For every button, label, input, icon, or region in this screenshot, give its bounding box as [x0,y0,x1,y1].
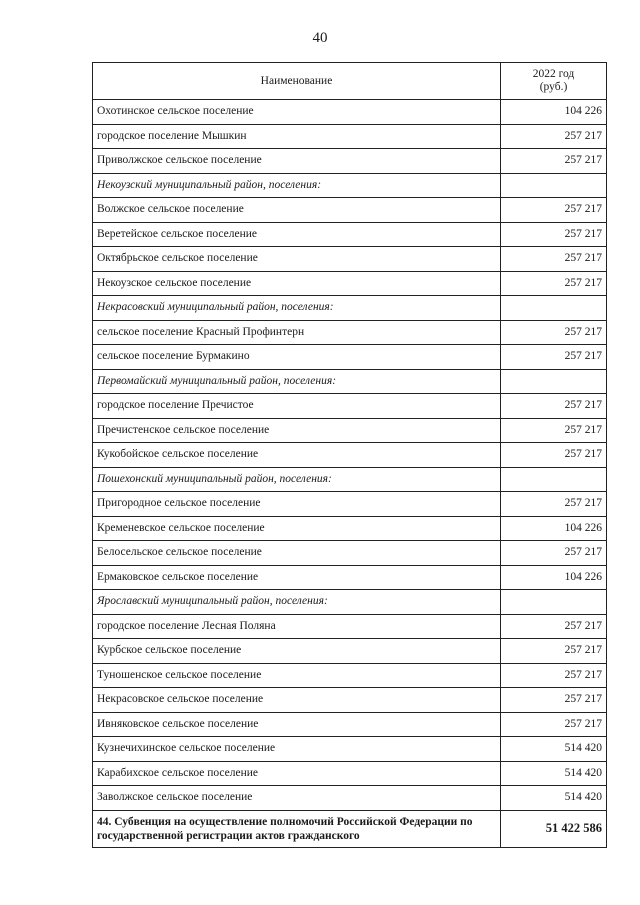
row-amount: 104 226 [501,565,607,590]
section-row [93,810,607,847]
table-row [93,247,607,272]
row-amount: 51 422 586 [501,810,607,847]
header-amount-unit: (руб.) [539,81,568,93]
row-amount: 257 217 [501,124,607,149]
table-row [93,443,607,468]
row-amount [501,173,607,198]
row-amount: 257 217 [501,345,607,370]
row-name: Некрасовский муниципальный район, поселения: [93,296,501,321]
row-name: Волжское сельское поселение [93,198,501,223]
group-header-row [93,173,607,198]
row-name: Некоузский муниципальный район, поселения: [93,173,501,198]
table-body [93,100,607,848]
row-amount: 257 217 [501,639,607,664]
row-amount: 257 217 [501,492,607,517]
budget-table [92,62,607,848]
row-name: Пригородное сельское поселение [93,492,501,517]
row-name: Курбское сельское поселение [93,639,501,664]
page-number: 40 [312,30,328,46]
row-amount: 257 217 [501,271,607,296]
row-name: городское поселение Мышкин [93,124,501,149]
table-row [93,663,607,688]
row-amount: 257 217 [501,394,607,419]
row-name: Карабихское сельское поселение [93,761,501,786]
row-amount: 257 217 [501,541,607,566]
row-amount: 514 420 [501,737,607,762]
row-name: Заволжское сельское поселение [93,786,501,811]
table-row [93,492,607,517]
table-row [93,100,607,125]
row-name: Охотинское сельское поселение [93,100,501,125]
row-amount [501,369,607,394]
row-name: Кременевское сельское поселение [93,516,501,541]
row-name: Приволжское сельское поселение [93,149,501,174]
group-header-row [93,467,607,492]
group-header-row [93,590,607,615]
table-row [93,786,607,811]
group-header-row [93,296,607,321]
row-name: Пречистенское сельское поселение [93,418,501,443]
row-name: Некоузское сельское поселение [93,271,501,296]
row-amount: 257 217 [501,712,607,737]
row-name: Ермаковское сельское поселение [93,565,501,590]
row-amount: 514 420 [501,761,607,786]
row-amount: 257 217 [501,418,607,443]
table-row [93,222,607,247]
table-row [93,345,607,370]
row-name: Ярославский муниципальный район, поселения: [93,590,501,615]
row-name: Кузнечихинское сельское поселение [93,737,501,762]
row-amount [501,467,607,492]
row-name: сельское поселение Бурмакино [93,345,501,370]
row-name: 44. Субвенция на осуществление полномочий Российской Федерации по государственной регистрации актов гражданского [93,810,501,847]
row-name: Октябрьское сельское поселение [93,247,501,272]
table-row [93,737,607,762]
table-row [93,688,607,713]
row-amount: 257 217 [501,663,607,688]
row-amount: 257 217 [501,614,607,639]
row-name: Белосельское сельское поселение [93,541,501,566]
row-name: Некрасовское сельское поселение [93,688,501,713]
row-amount: 257 217 [501,247,607,272]
row-name: Пошехонский муниципальный район, поселения: [93,467,501,492]
table-row [93,761,607,786]
row-amount: 514 420 [501,786,607,811]
table-row [93,565,607,590]
table-row [93,614,607,639]
table-row [93,541,607,566]
header-amount [501,63,607,100]
table-header-row [93,63,607,100]
table-row [93,712,607,737]
row-name: Ивняковское сельское поселение [93,712,501,737]
table-row [93,394,607,419]
row-name: Кукобойское сельское поселение [93,443,501,468]
row-amount: 257 217 [501,149,607,174]
table-row [93,124,607,149]
table-row [93,516,607,541]
table-row [93,149,607,174]
header-name: Наименование [93,63,501,100]
row-amount: 257 217 [501,688,607,713]
group-header-row [93,369,607,394]
row-name: сельское поселение Красный Профинтерн [93,320,501,345]
row-amount [501,590,607,615]
row-amount: 104 226 [501,100,607,125]
table-row [93,198,607,223]
row-amount: 257 217 [501,222,607,247]
row-name: городское поселение Пречистое [93,394,501,419]
row-name: Туношенское сельское поселение [93,663,501,688]
header-amount-year: 2022 год [532,68,575,80]
row-amount: 104 226 [501,516,607,541]
row-name: городское поселение Лесная Поляна [93,614,501,639]
row-amount: 257 217 [501,320,607,345]
row-amount [501,296,607,321]
row-name: Первомайский муниципальный район, поселения: [93,369,501,394]
row-amount: 257 217 [501,198,607,223]
table-row [93,320,607,345]
table-row [93,418,607,443]
table-row [93,639,607,664]
table-row [93,271,607,296]
row-name: Веретейское сельское поселение [93,222,501,247]
row-amount: 257 217 [501,443,607,468]
